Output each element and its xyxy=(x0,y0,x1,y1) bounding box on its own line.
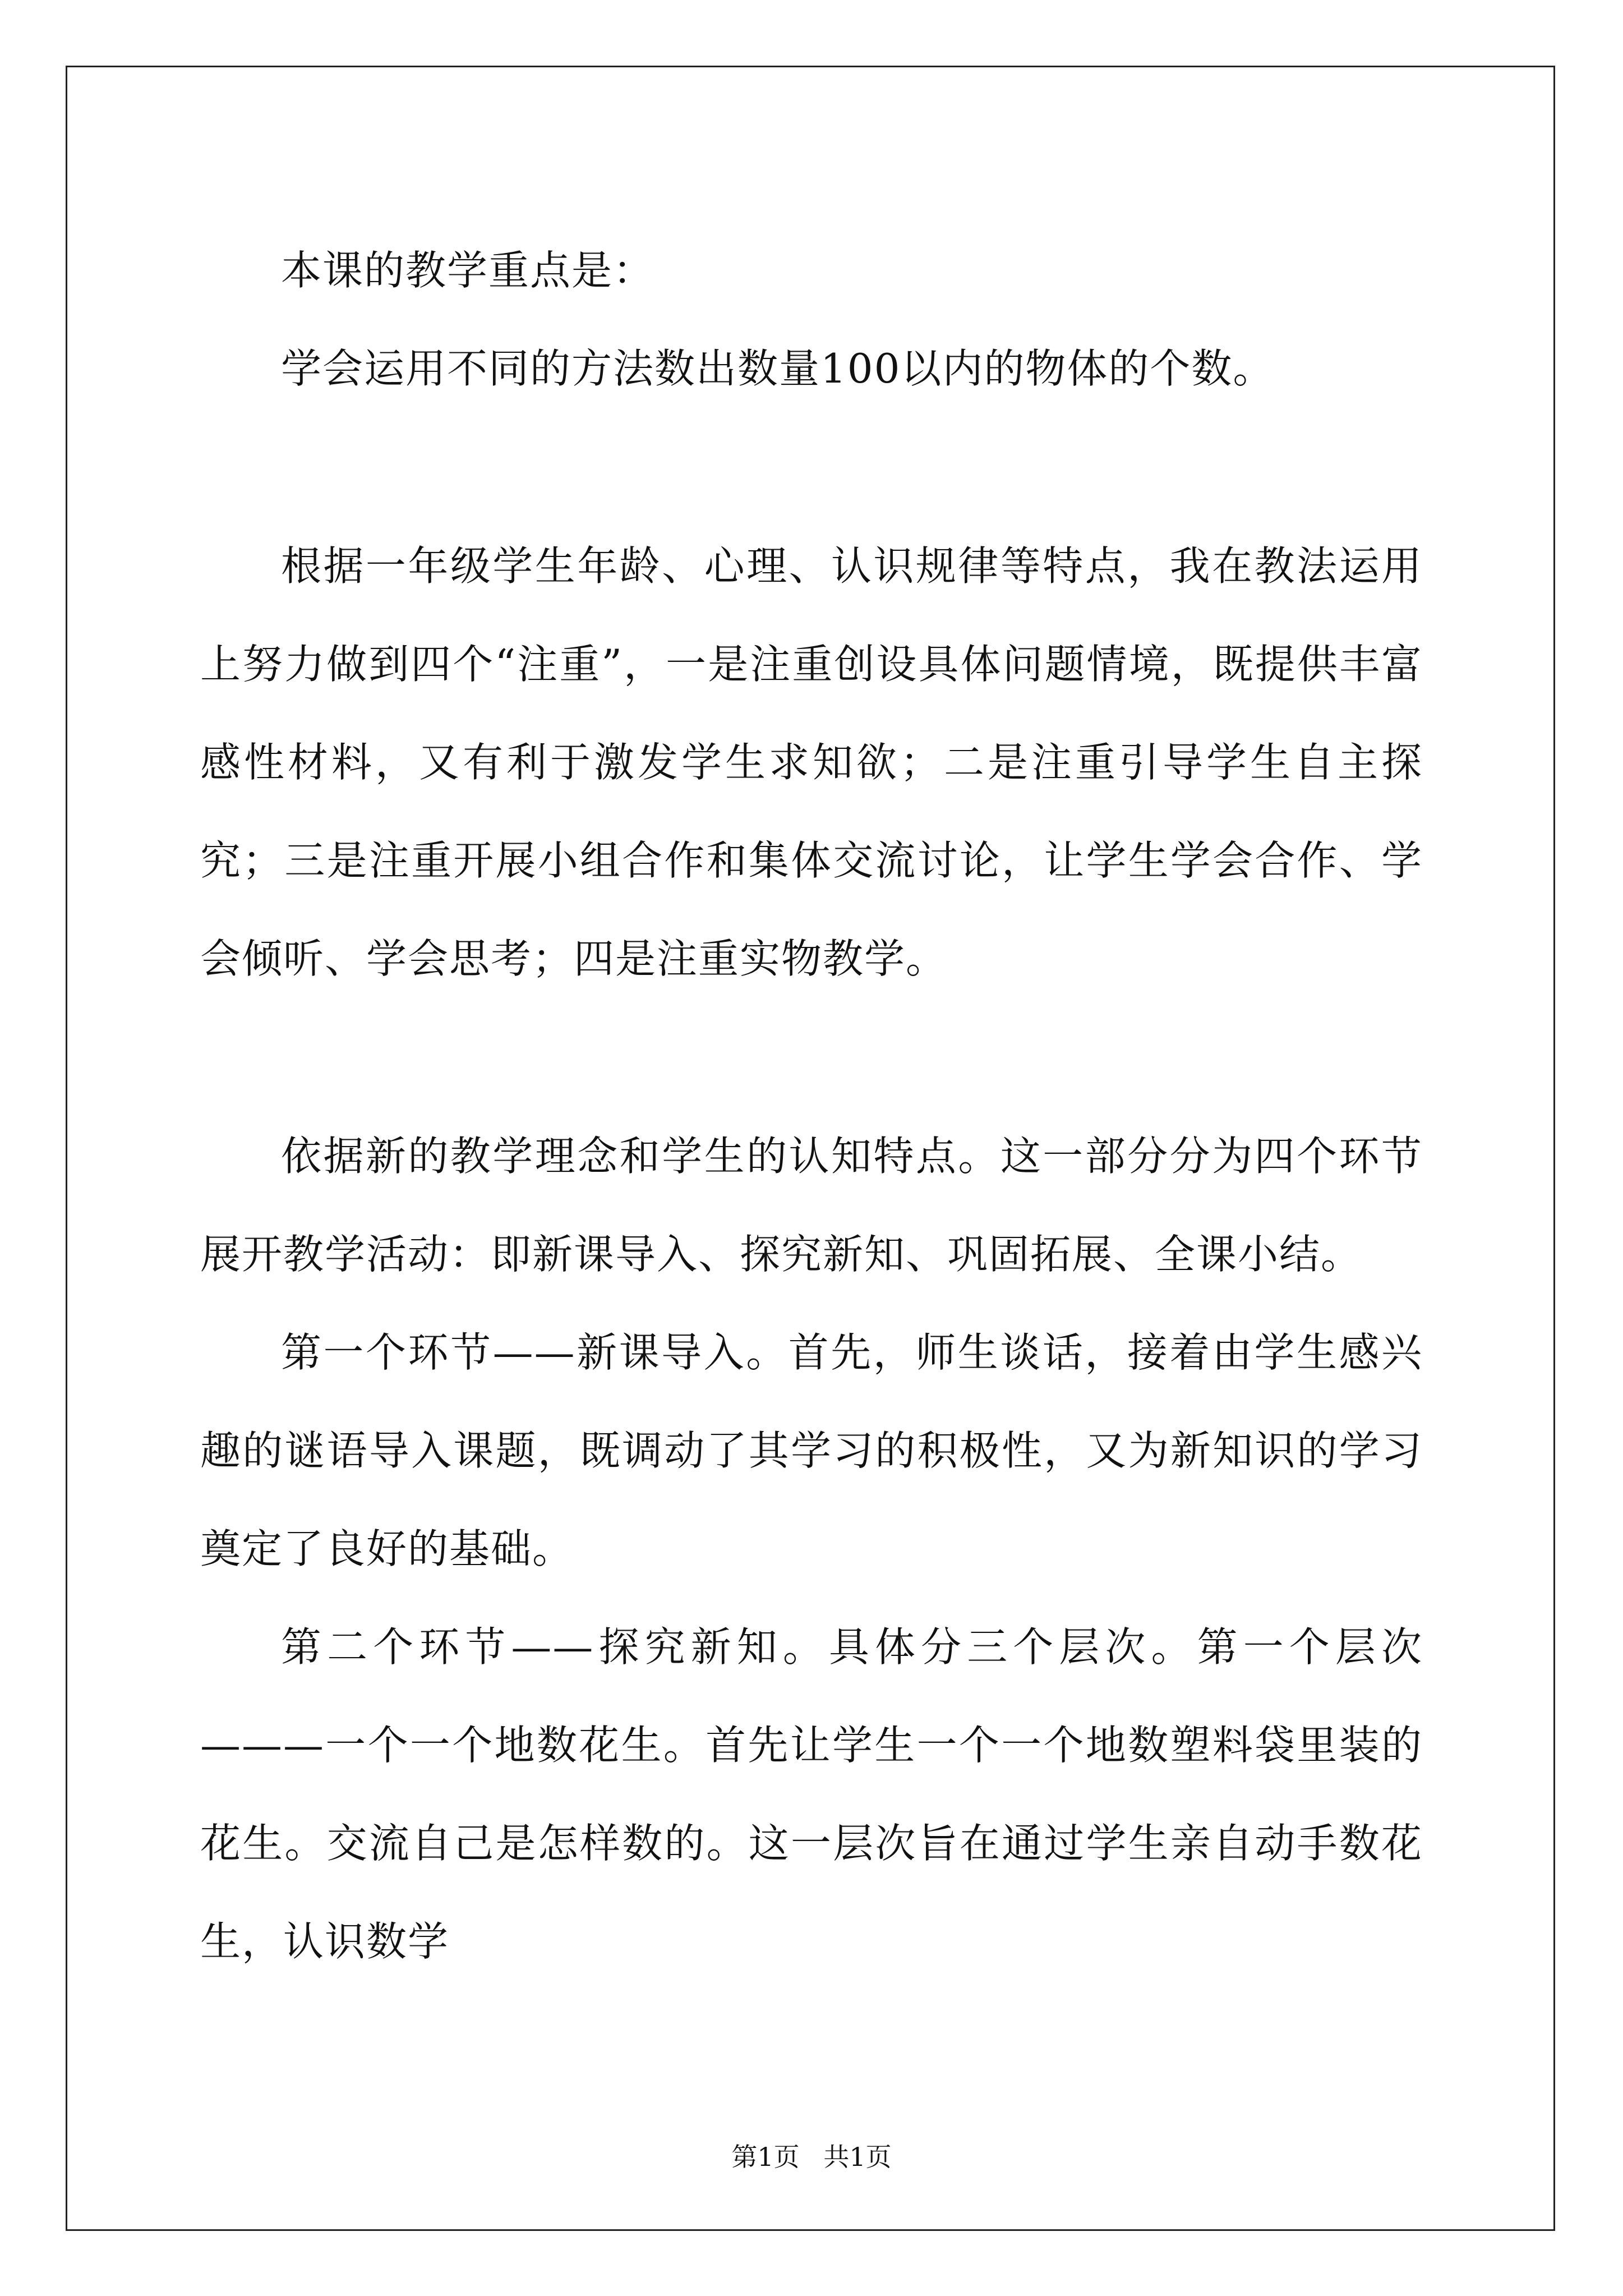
page-number: 第1页 xyxy=(731,2142,800,2172)
paragraph: 学会运用不同的方法数出数量100以内的物体的个数。 xyxy=(281,345,1275,392)
paragraph: 根据一年级学生年龄、心理、认识规律等特点，我在教法运用上努力做到四个“注重”，一是注重创设具体问题情境，既提供丰富感性材料，又有利于激发学生求知欲；二是注重引导学生自主探究；三是注重开展小组合作和集体交流讨论，让学生学会合作、学会倾听、学会思考；四是注重实物教学。 xyxy=(200,542,1423,982)
page-footer xyxy=(0,2140,1623,2174)
paragraph: 第二个环节——探究新知。具体分三个层次。第一个层次———一个一个地数花生。首先让学生一个一个地数塑料袋里装的花生。交流自己是怎样数的。这一层次旨在通过学生亲自动手数花生，认识数学 xyxy=(200,1623,1423,1965)
page-total: 共1页 xyxy=(823,2142,892,2172)
paragraph-gap xyxy=(200,1008,1423,1107)
paragraph-gap xyxy=(200,418,1423,517)
paragraph: 依据新的教学理念和学生的认知特点。这一部分分为四个环节展开教学活动：即新课导入、探究新知、巩固拓展、全课小结。 xyxy=(200,1133,1423,1278)
paragraph: 第一个环节——新课导入。首先，师生谈话，接着由学生感兴趣的谜语导入课题，既调动了其学习的积极性，又为新知识的学习奠定了良好的基础。 xyxy=(200,1329,1423,1572)
paragraph: 本课的教学重点是： xyxy=(281,247,655,294)
document-body xyxy=(200,222,1423,1991)
